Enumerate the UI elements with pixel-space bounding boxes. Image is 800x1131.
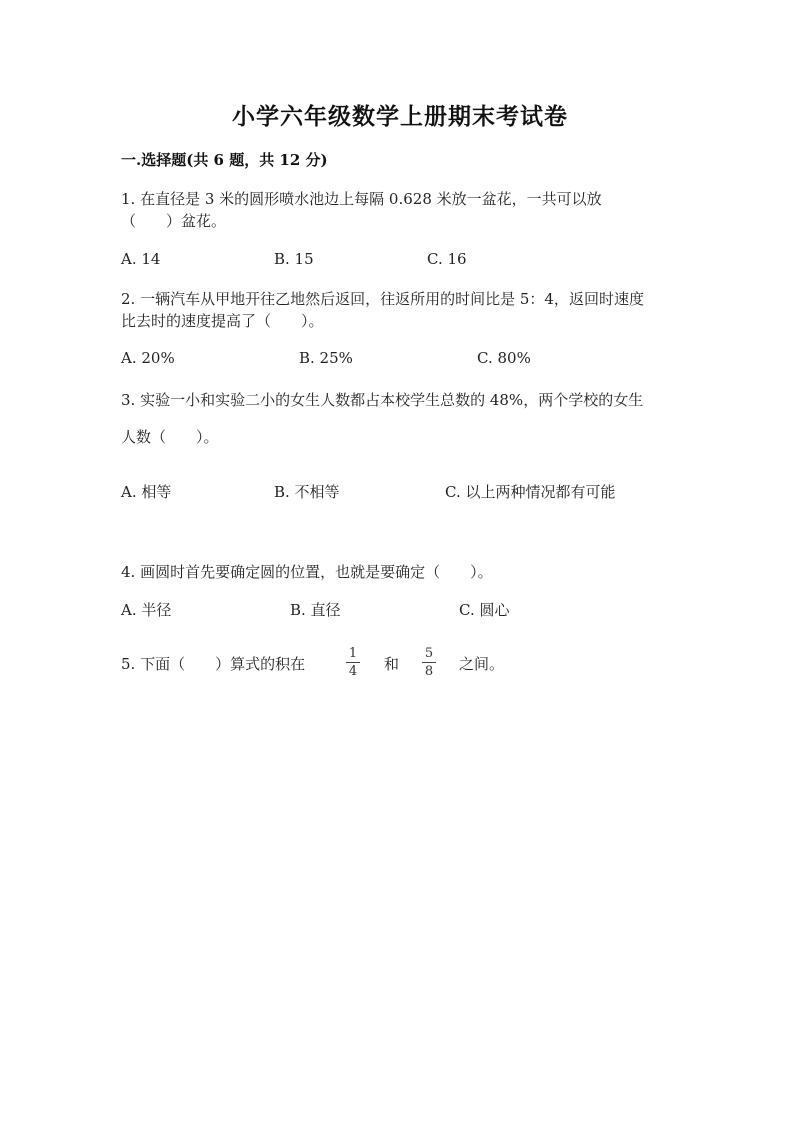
question-3-option-b: B. 不相等 [274,483,340,501]
question-5-middle: 和 [384,655,400,673]
question-2-option-a: A. 20% [121,349,175,367]
question-1-option-a: A. 14 [121,250,161,268]
fraction-2-bar [422,662,436,663]
question-4-option-a: A. 半径 [121,601,172,619]
question-1-option-b: B. 15 [274,250,314,268]
question-3-option-c: C. 以上两种情况都有可能 [445,483,616,501]
question-1-option-c: C. 16 [427,250,467,268]
question-5-suffix: 之间。 [459,655,505,673]
fraction-1-denominator: 4 [348,664,358,679]
question-4-option-b: B. 直径 [290,601,341,619]
question-3-line-1: 3. 实验一小和实验二小的女生人数都占本校学生总数的 48%，两个学校的女生 [121,391,644,409]
question-4-option-c: C. 圆心 [459,601,510,619]
fraction-1-numerator: 1 [348,646,358,661]
exam-title: 小学六年级数学上册期末考试卷 [232,103,568,130]
question-5-prefix: 5. 下面（ ）算式的积在 [121,655,306,673]
question-2-line-1: 2. 一辆汽车从甲地开往乙地然后返回，往返所用的时间比是 5：4，返回时速度 [121,290,644,308]
question-2-line-2: 比去时的速度提高了（ ）。 [121,312,324,330]
fraction-2-denominator: 8 [424,664,434,679]
section-heading: 一.选择题(共 6 题，共 12 分) [121,151,328,169]
question-1-line-2: （ ）盆花。 [121,212,227,230]
fraction-1-bar [346,662,360,663]
fraction-one-quarter [346,646,360,679]
fraction-2-numerator: 5 [424,646,434,661]
question-3-option-a: A. 相等 [121,483,172,501]
question-2-option-c: C. 80% [477,349,531,367]
question-2-option-b: B. 25% [299,349,353,367]
question-4-line-1: 4. 画圆时首先要确定圆的位置，也就是要确定（ ）。 [121,563,493,581]
question-3-line-2: 人数（ ）。 [121,428,219,446]
question-1-line-1: 1. 在直径是 3 米的圆形喷水池边上每隔 0.628 米放一盆花，一共可以放 [121,190,602,208]
fraction-five-eighths [422,646,436,679]
